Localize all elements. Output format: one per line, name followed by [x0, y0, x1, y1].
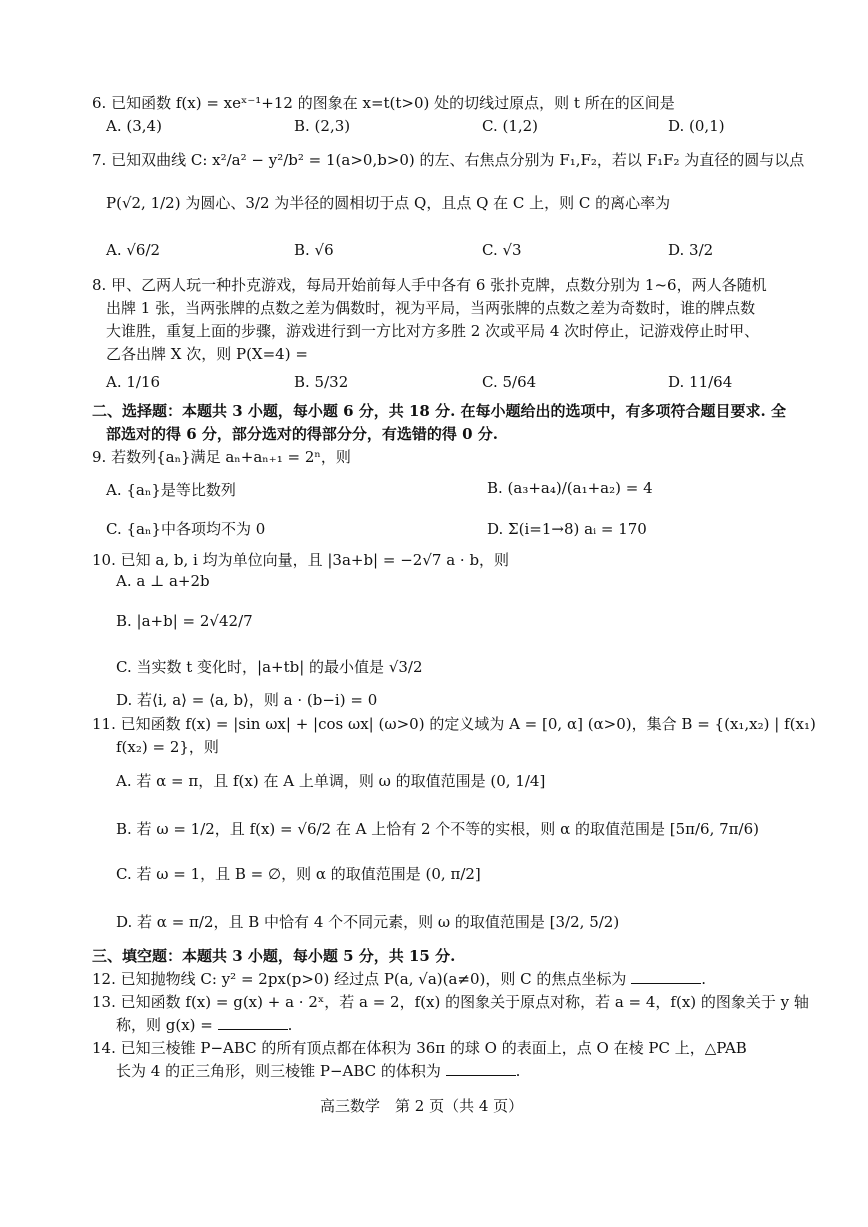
q11-option-b: B. 若 ω = 1/2，且 f(x) = √6/2 在 A 上恰有 2 个不等的实根，则 α 的取值范围是 [5π/6, 7π/6) — [116, 820, 759, 838]
q6-option-d: D. (0,1) — [668, 117, 725, 135]
q8-option-a: A. 1/16 — [106, 373, 161, 391]
q14-end: . — [515, 1062, 521, 1080]
q10-option-b: B. |a+b| = 2√42/7 — [116, 612, 253, 630]
section3-header: 三、填空题：本题共 3 小题，每小题 5 分，共 15 分. — [92, 947, 456, 965]
q8-line3: 大谁胜，重复上面的步骤，游戏进行到一方比对方多胜 2 次或平局 4 次时停止，记游戏停止时甲、 — [106, 322, 760, 340]
q12-end: . — [701, 970, 706, 988]
q14-answer-blank[interactable] — [446, 1061, 516, 1076]
q11-option-c: C. 若 ω = 1，且 B = ∅，则 α 的取值范围是 (0, π/2] — [116, 865, 481, 883]
q14-line2 — [116, 1061, 520, 1081]
q7-option-c: C. √3 — [482, 241, 522, 259]
q13-line2 — [116, 1015, 292, 1035]
q11-option-a: A. 若 α = π，且 f(x) 在 A 上单调，则 ω 的取值范围是 (0, 1/4] — [116, 772, 546, 790]
q9-option-b: B. (a₃+a₄)/(a₁+a₂) = 4 — [487, 479, 653, 497]
q10-option-a: A. a ⊥ a+2b — [116, 572, 210, 590]
q8-option-b: B. 5/32 — [294, 373, 349, 391]
section2-header-line1: 二、选择题：本题共 3 小题，每小题 6 分，共 18 分. 在每小题给出的选项中，有多项符合题目要求. 全 — [92, 402, 786, 420]
q6-stem: 6. 已知函数 f(x) = xeˣ⁻¹+12 的图象在 x=t(t>0) 处的切线过原点，则 t 所在的区间是 — [92, 94, 675, 112]
q9-option-a: A. {aₙ}是等比数列 — [106, 481, 236, 499]
q13-line1: 13. 已知函数 f(x) = g(x) + a · 2ˣ，若 a = 2，f(x) 的图象关于原点对称，若 a = 4，f(x) 的图象关于 y 轴 — [92, 993, 809, 1011]
q13-end: . — [287, 1016, 293, 1034]
q13-answer-blank[interactable] — [218, 1015, 288, 1030]
page-footer: 高三数学 第 2 页（共 4 页） — [320, 1097, 524, 1115]
q6-option-c: C. (1,2) — [482, 117, 539, 135]
q8-option-c: C. 5/64 — [482, 373, 537, 391]
q7-line2: P(√2, 1/2) 为圆心、3/2 为半径的圆相切于点 Q，且点 Q 在 C 上，则 C 的离心率为 — [106, 194, 671, 212]
q8-line1: 8. 甲、乙两人玩一种扑克游戏，每局开始前每人手中各有 6 张扑克牌，点数分别为 1~6，两人各随机 — [92, 276, 767, 294]
q6-option-b: B. (2,3) — [294, 117, 351, 135]
q11-line1: 11. 已知函数 f(x) = |sin ωx| + |cos ωx| (ω>0) 的定义域为 A = [0, α] (α>0)，集合 B = {(x₁,x₂) | f(x₁) — [92, 715, 816, 733]
q10-stem: 10. 已知 a, b, i 均为单位向量，且 |3a+b| = −2√7 a · b，则 — [92, 551, 510, 569]
q14-stem: 长为 4 的正三角形，则三棱锥 P−ABC 的体积为 — [116, 1062, 441, 1080]
q10-option-c: C. 当实数 t 变化时，|a+tb| 的最小值是 √3/2 — [116, 658, 423, 676]
q7-option-d: D. 3/2 — [668, 241, 714, 259]
q7-option-b: B. √6 — [294, 241, 334, 259]
q11-line2: f(x₂) = 2}，则 — [116, 738, 219, 756]
q13-stem: 称，则 g(x) = — [116, 1016, 213, 1034]
q12-stem: 12. 已知抛物线 C: y² = 2px(p>0) 经过点 P(a, √a)(a≠0)，则 C 的焦点坐标为 — [92, 970, 627, 988]
q10-option-d: D. 若⟨i, a⟩ = ⟨a, b⟩，则 a · (b−i) = 0 — [116, 691, 378, 709]
q8-line2: 出牌 1 张，当两张牌的点数之差为偶数时，视为平局，当两张牌的点数之差为奇数时，谁的牌点数 — [106, 299, 756, 317]
q9-option-c: C. {aₙ}中各项均不为 0 — [106, 520, 266, 538]
q8-option-d: D. 11/64 — [668, 373, 733, 391]
q8-line4: 乙各出牌 X 次，则 P(X=4) = — [106, 345, 308, 363]
section2-header-line2: 部选对的得 6 分，部分选对的得部分分，有选错的得 0 分. — [106, 425, 498, 443]
q14-line1: 14. 已知三棱锥 P−ABC 的所有顶点都在体积为 36π 的球 O 的表面上，点 O 在棱 PC 上，△PAB — [92, 1039, 747, 1057]
q11-option-d: D. 若 α = π/2，且 B 中恰有 4 个不同元素，则 ω 的取值范围是 [3/2, 5/2) — [116, 913, 620, 931]
q12-text — [92, 969, 706, 989]
q6-option-a: A. (3,4) — [106, 117, 162, 135]
q7-line1: 7. 已知双曲线 C: x²/a² − y²/b² = 1(a>0,b>0) 的左、右焦点分别为 F₁,F₂，若以 F₁F₂ 为直径的圆与以点 — [92, 151, 805, 169]
q7-option-a: A. √6/2 — [106, 241, 161, 259]
q12-answer-blank[interactable] — [631, 969, 701, 984]
q9-option-d: D. Σ(i=1→8) aᵢ = 170 — [487, 520, 647, 538]
q9-stem: 9. 若数列{aₙ}满足 aₙ+aₙ₊₁ = 2ⁿ，则 — [92, 448, 351, 466]
